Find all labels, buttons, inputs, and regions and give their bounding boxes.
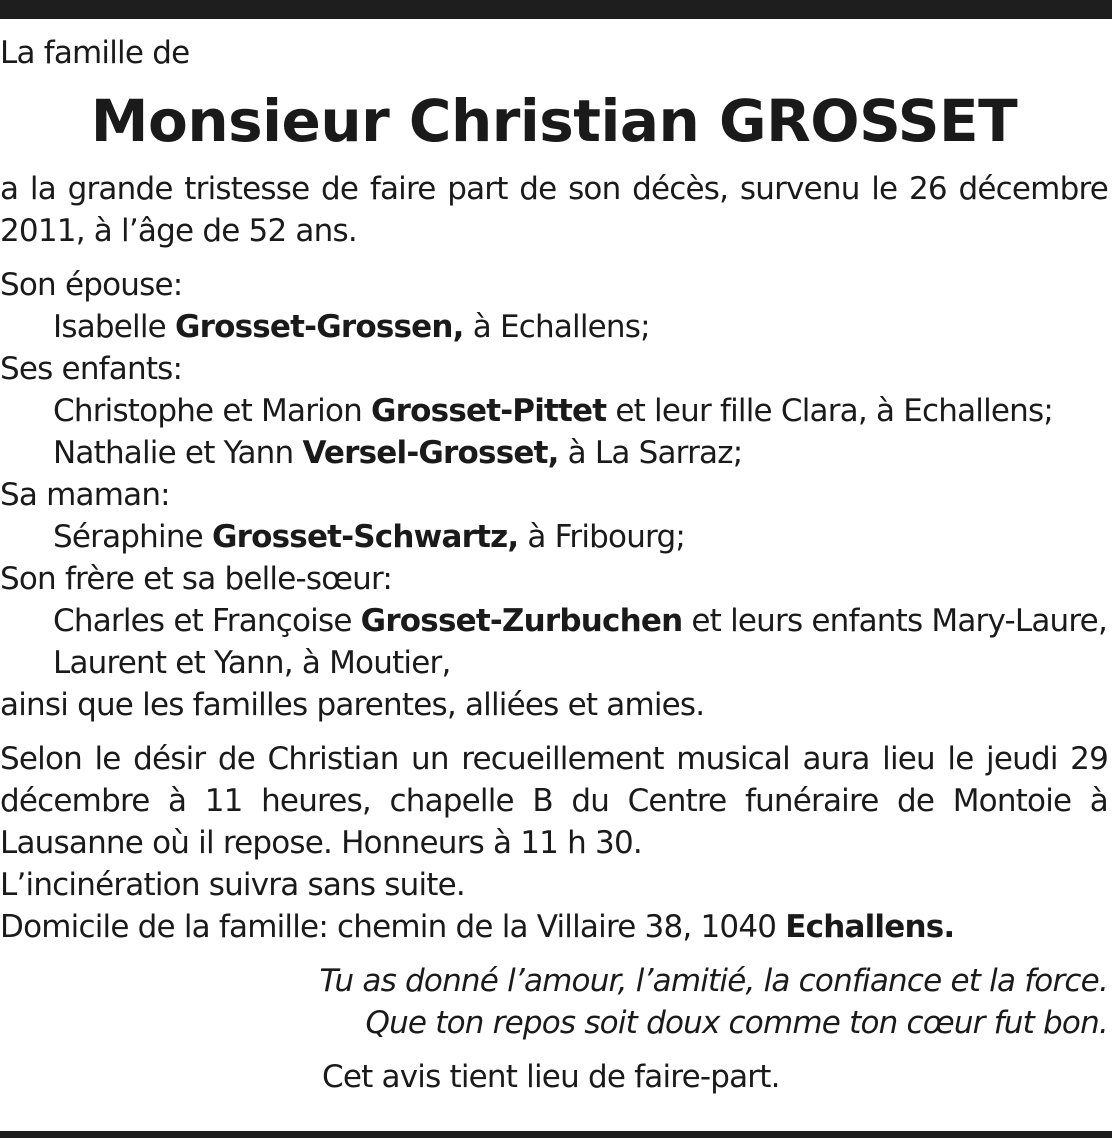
child1-first: Christophe et Marion (53, 393, 372, 429)
child2-rest: à La Sarraz; (558, 435, 743, 471)
sibling-rest: et leurs enfants Mary-Laure, (682, 603, 1107, 639)
spouse-line (0, 306, 1108, 348)
domicile-town: Echallens. (785, 909, 955, 945)
spouse-first: Isabelle (53, 309, 175, 345)
mother-line (0, 516, 1108, 558)
quote-line-2: Que ton repos soit doux comme ton cœur fut bon. (365, 1005, 1108, 1041)
children-heading: Ses enfants: (0, 351, 183, 387)
domicile-prefix: Domicile de la famille: chemin de la Villaire 38, 1040 (0, 909, 786, 945)
announcement-text: a la grande tristesse de faire part de son décès, survenu le 26 décembre 2011, à l’âge de 52 ans. (0, 171, 1108, 249)
notice-text: Cet avis tient lieu de faire-part. (322, 1059, 780, 1095)
sibling-line-2: Laurent et Yann, à Moutier, (53, 645, 451, 681)
child2-first: Nathalie et Yann (53, 435, 303, 471)
families-text: ainsi que les familles parentes, alliées et amies. (0, 687, 705, 723)
child2-surname: Versel-Grosset, (302, 435, 559, 471)
mother-rest: à Fribourg; (518, 519, 685, 555)
mother-heading: Sa maman: (0, 477, 170, 513)
sibling-heading: Son frère et sa belle-sœur: (0, 561, 393, 597)
intro-text: La famille de (0, 35, 190, 71)
sibling-line-1 (0, 600, 1108, 642)
child1-rest: et leur fille Clara, à Echallens; (606, 393, 1054, 429)
quote-line-1: Tu as donné l’amour, l’amitié, la confiance et la force. (319, 963, 1108, 999)
deceased-name: Monsieur Christian GROSSET (90, 87, 1018, 155)
spouse-heading: Son épouse: (0, 267, 183, 303)
sibling-surname: Grosset-Zurbuchen (360, 603, 683, 639)
child-line-2 (0, 432, 1108, 474)
obituary-notice (0, 32, 1108, 1098)
domicile-line (0, 906, 1108, 948)
ceremony-text: Selon le désir de Christian un recueillement musical aura lieu le jeudi 29 décembre à 11 heures, chapelle B du Centre funéraire de Montoie à Lausanne où il repose. Honneurs à 11 h 30. (0, 741, 1108, 861)
spouse-surname: Grosset-Grossen, (175, 309, 464, 345)
cremation-text: L’incinération suivra sans suite. (0, 867, 465, 903)
child-line-1 (0, 390, 1108, 432)
top-rule (0, 0, 1112, 19)
bottom-rule (0, 1131, 1112, 1138)
sibling-first: Charles et Françoise (53, 603, 361, 639)
child1-surname: Grosset-Pittet (371, 393, 607, 429)
spouse-rest: à Echallens; (463, 309, 650, 345)
mother-first: Séraphine (53, 519, 213, 555)
mother-surname: Grosset-Schwartz, (212, 519, 519, 555)
